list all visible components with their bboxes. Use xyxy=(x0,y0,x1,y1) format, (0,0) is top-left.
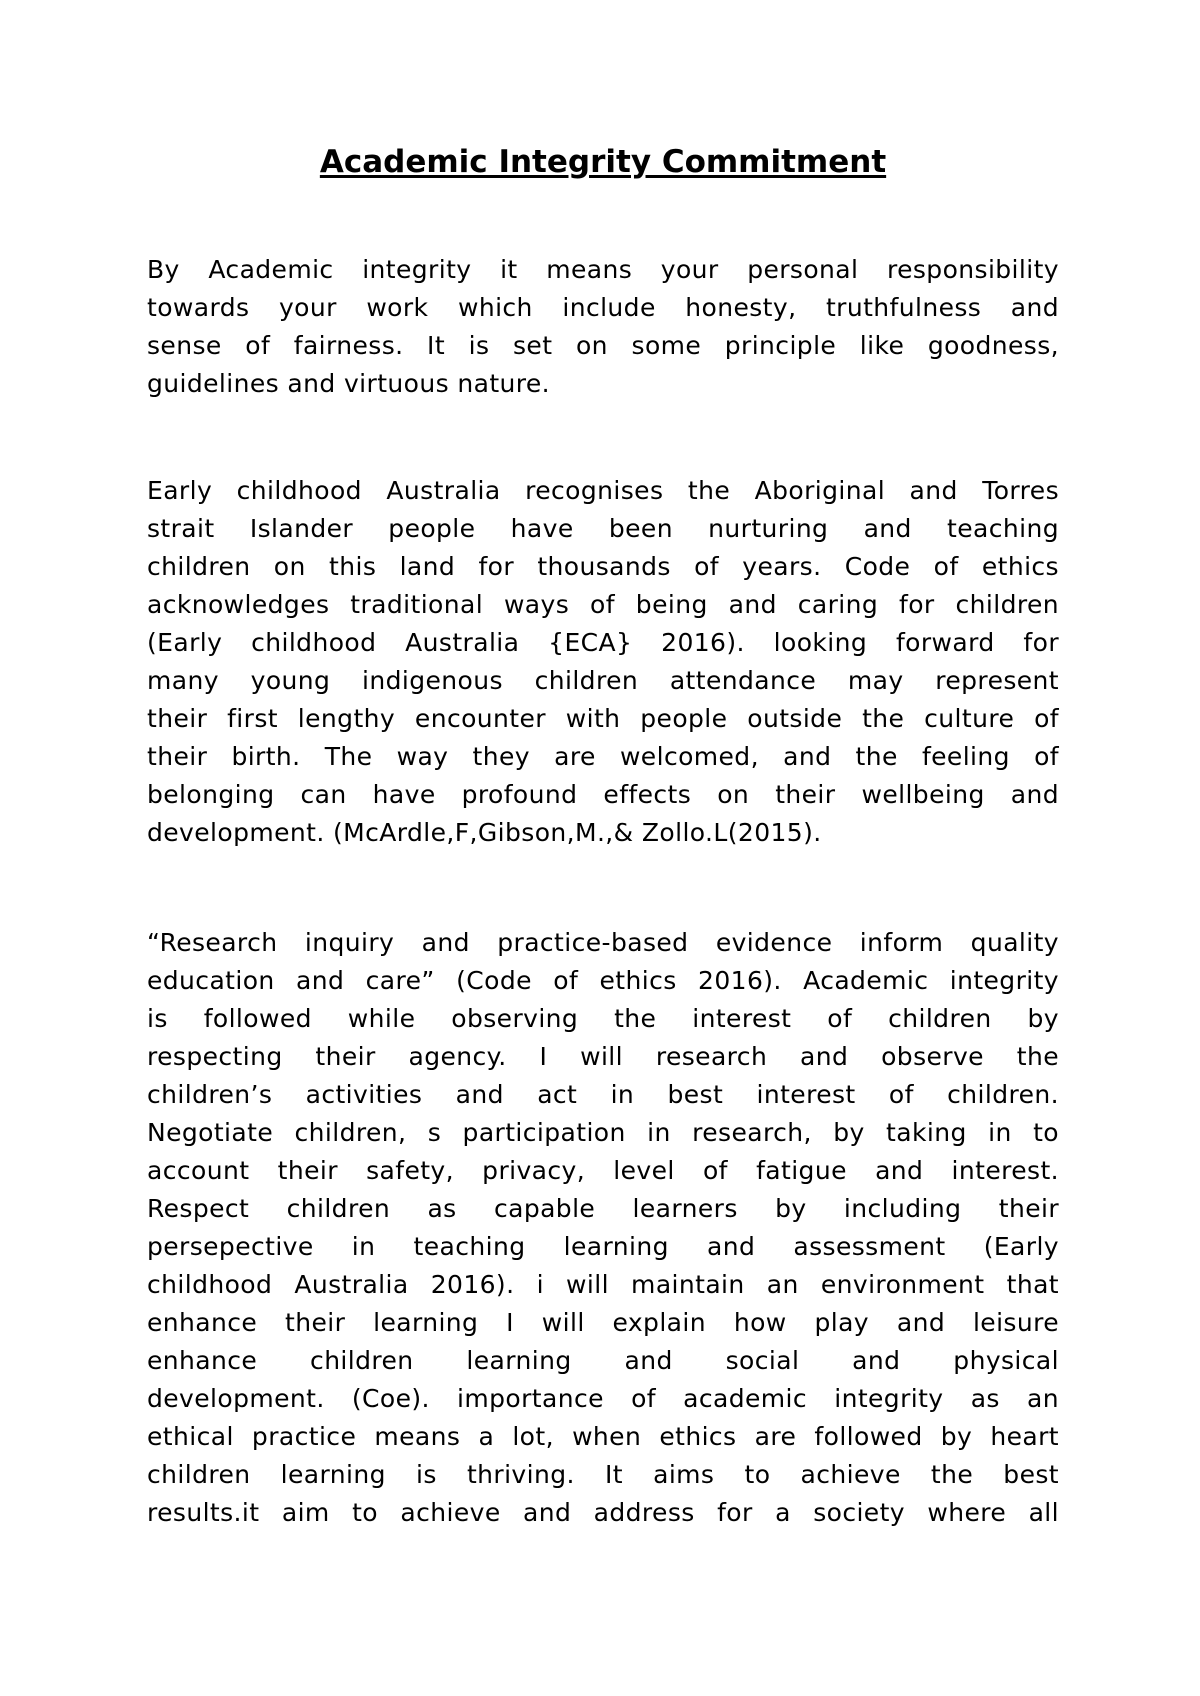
paragraph-line: enhance their learning I will explain how play and leisure xyxy=(147,1308,1059,1337)
paragraph-line: acknowledges traditional ways of being and caring for children xyxy=(147,590,1059,619)
paragraph-line: ethical practice means a lot, when ethics are followed by heart xyxy=(147,1422,1059,1451)
paragraph-line: children on this land for thousands of years. Code of ethics xyxy=(147,552,1059,581)
paragraph-2 xyxy=(147,472,1059,852)
paragraph-3 xyxy=(147,924,1059,1532)
paragraph-line: their first lengthy encounter with people outside the culture of xyxy=(147,704,1059,733)
paragraph-line: is followed while observing the interest of children by xyxy=(147,1004,1059,1033)
paragraph-line: development. (McArdle,F,Gibson,M.,& Zollo.L(2015). xyxy=(147,818,822,847)
paragraph-line: childhood Australia 2016). i will maintain an environment that xyxy=(147,1270,1059,1299)
paragraph-line: education and care” (Code of ethics 2016). Academic integrity xyxy=(147,966,1059,995)
paragraph-line: their birth. The way they are welcomed, and the feeling of xyxy=(147,742,1059,771)
paragraph-line: “Research inquiry and practice-based evidence inform quality xyxy=(147,928,1059,957)
paragraph-line: By Academic integrity it means your personal responsibility xyxy=(147,255,1059,284)
paragraph-line: persepective in teaching learning and assessment (Early xyxy=(147,1232,1059,1261)
paragraph-line: many young indigenous children attendance may represent xyxy=(147,666,1059,695)
paragraph-line: children learning is thriving. It aims to achieve the best xyxy=(147,1460,1059,1489)
document-title: Academic Integrity Commitment xyxy=(319,144,887,180)
paragraph-1 xyxy=(147,251,1059,403)
paragraph-line: guidelines and virtuous nature. xyxy=(147,369,551,398)
paragraph-line: Early childhood Australia recognises the Aboriginal and Torres xyxy=(147,476,1059,505)
paragraph-line: Respect children as capable learners by including their xyxy=(147,1194,1059,1223)
paragraph-line: respecting their agency. I will research and observe the xyxy=(147,1042,1059,1071)
paragraph-line: sense of fairness. It is set on some principle like goodness, xyxy=(147,331,1059,360)
paragraph-line: belonging can have profound effects on their wellbeing and xyxy=(147,780,1059,809)
paragraph-line: (Early childhood Australia {ECA} 2016). looking forward for xyxy=(147,628,1059,657)
paragraph-line: development. (Coe). importance of academic integrity as an xyxy=(147,1384,1059,1413)
paragraph-line: strait Islander people have been nurturing and teaching xyxy=(147,514,1059,543)
paragraph-line: enhance children learning and social and physical xyxy=(147,1346,1059,1375)
paragraph-line: children’s activities and act in best interest of children. xyxy=(147,1080,1059,1109)
paragraph-line: towards your work which include honesty, truthfulness and xyxy=(147,293,1059,322)
paragraph-line: Negotiate children, s participation in research, by taking in to xyxy=(147,1118,1059,1147)
paragraph-line: account their safety, privacy, level of fatigue and interest. xyxy=(147,1156,1059,1185)
paragraph-line: results.it aim to achieve and address for a society where all xyxy=(147,1498,1059,1527)
